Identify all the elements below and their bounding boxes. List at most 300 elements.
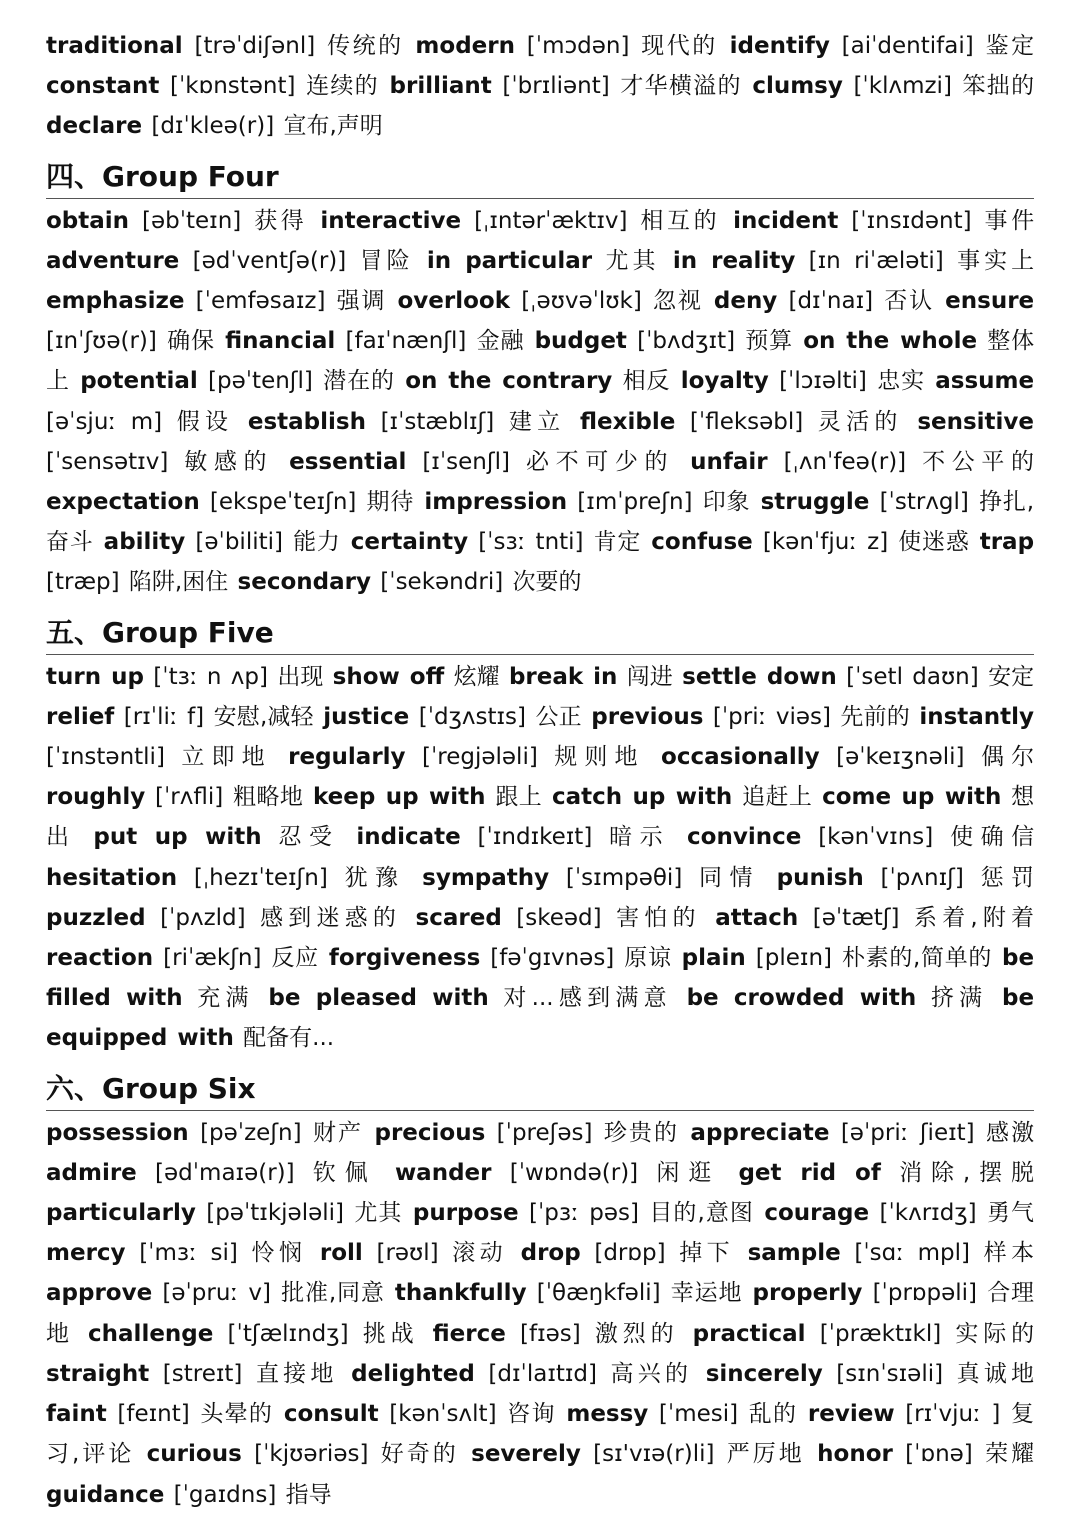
word-entry: [93, 824, 339, 850]
meaning: 传统的: [327, 33, 404, 59]
word-entry: [661, 744, 1034, 770]
phonetic: [riˈækʃn]: [163, 945, 262, 972]
word-entry: [46, 248, 414, 274]
section-heading: 五、Group Five: [46, 609, 1034, 655]
headword: wander: [394, 1159, 492, 1186]
phonetic: [ˈsɪmpəθi]: [565, 864, 683, 891]
meaning: 挣扎,奋斗: [46, 489, 1035, 556]
phonetic: [ˈtʃælɪndʒ]: [227, 1320, 349, 1347]
word-entry: [397, 288, 702, 314]
headword: roll: [319, 1240, 363, 1267]
meaning: 期待: [366, 489, 415, 516]
meaning: 掉下: [679, 1240, 734, 1267]
word-entry: [46, 1160, 377, 1186]
meaning: 安定: [988, 663, 1035, 690]
phonetic: [ˌɪntərˈæktɪv]: [474, 207, 628, 234]
phonetic: [əˈsjuː m]: [46, 408, 163, 435]
headword: deny: [713, 288, 778, 315]
phonetic: [pəˈtɪkjələli]: [206, 1200, 344, 1227]
headword: honor: [817, 1441, 893, 1468]
phonetic: [əˈkeɪʒnəli]: [836, 744, 965, 771]
headword: attach: [715, 904, 799, 931]
headword: curious: [146, 1441, 242, 1468]
word-entry: [433, 1321, 679, 1347]
phonetic: [ˈsensətɪv]: [46, 448, 169, 475]
phonetic: [ˈregjələli]: [421, 744, 538, 771]
phonetic: [trəˈdiʃənl]: [194, 33, 316, 59]
phonetic: [ˈbʌdʒɪt]: [637, 328, 736, 355]
meaning: 严厉地: [726, 1441, 805, 1468]
meaning: 勇气: [986, 1200, 1035, 1227]
phonetic: [ˈθæŋkfəli]: [536, 1280, 661, 1307]
word-entry: [46, 208, 307, 234]
headword: instantly: [919, 703, 1035, 730]
word-entry: [764, 1200, 1034, 1226]
meaning: 对...感到满意: [503, 985, 672, 1012]
phonetic: [ˈpʌnɪʃ]: [880, 864, 964, 891]
headword: scared: [415, 904, 502, 931]
meaning: 头晕的: [200, 1401, 274, 1428]
phonetic: [sɪ'vɪə(r)li]: [593, 1441, 715, 1468]
meaning: 预算: [745, 328, 794, 355]
headword: courage: [764, 1200, 870, 1227]
word-entry: [730, 33, 1034, 59]
meaning: 实际的: [955, 1320, 1035, 1347]
meaning: 事实上: [957, 247, 1035, 274]
meaning: 现代的: [641, 33, 718, 59]
phonetic: [dɪˈnaɪ]: [788, 288, 874, 315]
meaning: 挤满: [930, 985, 988, 1012]
phonetic: [ˈmesi]: [658, 1401, 739, 1428]
headword: messy: [566, 1401, 649, 1428]
word-list: [46, 26, 1034, 147]
word-entry: [374, 1120, 679, 1146]
word-entry: [46, 288, 386, 314]
phonetic: [ˈprɒpəli]: [872, 1280, 978, 1307]
headword: relief: [46, 703, 115, 730]
word-entry: [566, 1401, 797, 1427]
headword: admire: [46, 1159, 137, 1186]
meaning: 笨拙的: [962, 73, 1035, 100]
meaning: 指导: [285, 1481, 332, 1508]
phonetic: [rəʊl]: [376, 1240, 439, 1267]
meaning: 追赶上: [742, 784, 813, 811]
word-entry: [405, 368, 670, 394]
phonetic: [əˈpriː ʃieɪt]: [840, 1119, 975, 1146]
word-entry: [413, 1200, 754, 1226]
headword: convince: [687, 824, 802, 851]
headword: secondary: [237, 569, 371, 596]
word-entry: [687, 985, 988, 1011]
vocabulary-content: [46, 26, 1034, 1515]
meaning: 灵活的: [817, 408, 903, 435]
word-entry: [320, 208, 720, 234]
word-entry: [777, 865, 1034, 891]
word-entry: [351, 529, 641, 555]
phonetic: [ədˈmaɪə(r)]: [155, 1159, 295, 1186]
word-list: [46, 657, 1034, 1059]
headword: obtain: [46, 207, 130, 234]
word-entry: [427, 248, 660, 274]
headword: consult: [283, 1401, 379, 1428]
headword: plain: [681, 945, 746, 972]
meaning: 确保: [167, 328, 215, 355]
headword: adventure: [46, 247, 180, 274]
word-entry: [535, 328, 793, 354]
word-entry: [351, 1361, 692, 1387]
phonetic: [ɪˈsenʃl]: [422, 448, 510, 475]
word-entry: [682, 664, 1034, 690]
meaning: 害怕的: [616, 904, 701, 931]
meaning: 使迷惑: [898, 529, 970, 556]
word-entry: [46, 489, 414, 515]
phonetic: [ˈɪnstəntli]: [46, 744, 165, 771]
meaning: 先前的: [840, 703, 910, 730]
phonetic: [əˈbiliti]: [195, 529, 283, 556]
meaning: 忽视: [653, 288, 703, 315]
phonetic: [ˈmɜː si]: [139, 1240, 238, 1267]
meaning: 配备有...: [243, 1025, 335, 1052]
meaning: 怜悯: [251, 1240, 307, 1267]
meaning: 相互的: [640, 207, 721, 234]
word-entry: [147, 1441, 459, 1467]
meaning: 建立: [508, 408, 566, 435]
word-entry: [46, 905, 401, 931]
word-entry: [817, 1441, 1034, 1467]
headword: sympathy: [422, 864, 550, 891]
meaning: 感到迷惑的: [260, 904, 402, 931]
meaning: 幸运地: [670, 1280, 743, 1307]
phonetic: [fɪəs]: [520, 1320, 581, 1347]
meaning: 事件: [984, 207, 1035, 234]
word-entry: [46, 1482, 332, 1508]
headword: punish: [776, 864, 864, 891]
word-entry: [424, 489, 750, 515]
word-entry: [395, 1160, 720, 1186]
phonetic: [fəˈgɪvnəs]: [490, 945, 615, 972]
phonetic: [kənˈvɪns]: [818, 824, 934, 851]
word-entry: [752, 73, 1034, 99]
headword: practical: [692, 1320, 806, 1347]
headword: establish: [247, 408, 366, 435]
meaning: 犹豫: [344, 864, 406, 891]
headword: mercy: [46, 1240, 126, 1267]
meaning: 粗略地: [232, 784, 304, 811]
headword: break in: [508, 663, 618, 690]
phonetic: [pleɪn]: [755, 945, 832, 972]
word-entry: [289, 449, 674, 475]
meaning: 公正: [535, 703, 582, 730]
meaning: 才华横溢的: [620, 73, 742, 100]
headword: impression: [424, 489, 568, 516]
phonetic: [ˈtɜː n ʌp]: [153, 663, 268, 690]
phonetic: [ˈstrʌgl]: [879, 489, 969, 516]
meaning: 能力: [293, 529, 341, 556]
word-entry: [46, 73, 379, 99]
meaning: 整体上: [46, 328, 1035, 395]
headword: assume: [935, 368, 1035, 395]
headword: expectation: [46, 489, 200, 516]
phonetic: [aiˈdentifai]: [841, 33, 974, 59]
headword: trap: [979, 529, 1035, 556]
meaning: 批准,同意: [281, 1280, 385, 1307]
meaning: 跟上: [495, 784, 543, 811]
headword: financial: [225, 328, 336, 355]
word-entry: [46, 1120, 363, 1146]
meaning: 出现: [277, 663, 324, 690]
meaning: 忠实: [877, 368, 926, 395]
meaning: 好奇的: [380, 1441, 459, 1468]
section-heading: 四、Group Four: [46, 153, 1034, 199]
phonetic: [ˈpʌzld]: [160, 904, 246, 931]
word-entry: [46, 1280, 385, 1306]
phonetic: [ɪˈstæblɪʃ]: [380, 408, 495, 435]
phonetic: [ˈkjʊəriəs]: [254, 1441, 369, 1468]
word-entry: [651, 529, 969, 555]
meaning: 尤其: [605, 247, 660, 274]
headword: in reality: [672, 247, 796, 274]
meaning: 使确信: [950, 824, 1035, 851]
phonetic: [drɒp]: [594, 1240, 666, 1267]
headword: come up with: [822, 784, 1002, 811]
headword: delighted: [351, 1360, 475, 1387]
section-heading: 六、Group Six: [46, 1065, 1034, 1111]
meaning: 闯进: [626, 663, 673, 690]
headword: precious: [374, 1119, 486, 1146]
headword: purpose: [412, 1200, 519, 1227]
word-entry: [687, 824, 1034, 850]
word-entry: [248, 409, 566, 435]
headword: on the contrary: [405, 368, 613, 395]
phonetic: [ˌhezɪˈteɪʃn]: [193, 864, 328, 891]
headword: keep up with: [313, 784, 486, 811]
phonetic: [ˈkʌrɪdʒ]: [879, 1200, 977, 1227]
headword: approve: [46, 1280, 153, 1307]
meaning: 假设: [176, 408, 234, 435]
headword: put up with: [93, 824, 262, 851]
headword: in particular: [426, 247, 593, 274]
phonetic: [ˈsɑː mpl]: [854, 1240, 970, 1267]
meaning: 暗示: [609, 824, 671, 851]
phonetic: [ˈsetl daʊn]: [846, 663, 979, 690]
meaning: 样本: [983, 1240, 1034, 1267]
headword: regularly: [288, 744, 406, 771]
meaning: 鉴定: [985, 33, 1035, 59]
headword: turn up: [46, 663, 144, 690]
word-entry: [46, 704, 314, 730]
meaning: 获得: [254, 207, 308, 234]
word-entry: [323, 704, 582, 730]
meaning: 消除,摆脱: [899, 1159, 1035, 1186]
headword: indicate: [356, 824, 461, 851]
word-entry: [46, 113, 383, 139]
word-entry: [104, 529, 341, 555]
word-entry: [46, 33, 404, 59]
meaning: 珍贵的: [603, 1119, 680, 1146]
headword: essential: [289, 448, 407, 475]
meaning: 不公平的: [922, 448, 1035, 475]
headword: catch up with: [551, 784, 733, 811]
meaning: 充满: [197, 985, 254, 1012]
headword: severely: [471, 1441, 581, 1468]
meaning: 朴素的,简单的: [842, 945, 993, 972]
word-entry: [284, 1401, 556, 1427]
headword: budget: [534, 328, 627, 355]
word-entry: [46, 1361, 338, 1387]
phonetic: [ˈkɒnstənt]: [169, 73, 296, 100]
phonetic: [ˈpræktɪkl]: [819, 1320, 942, 1347]
phonetic: [ˈmɔdən]: [526, 33, 630, 59]
meaning: 乱的: [748, 1401, 798, 1428]
phonetic: [ˈbrɪliənt]: [502, 73, 610, 100]
phonetic: [feɪnt]: [117, 1401, 190, 1428]
phonetic: [streɪt]: [162, 1360, 243, 1387]
word-entry: [471, 1441, 805, 1467]
headword: straight: [46, 1360, 150, 1387]
phonetic: [rɪˈliː f]: [123, 703, 205, 730]
word-entry: [333, 664, 500, 690]
meaning: 同情: [699, 864, 760, 891]
word-entry: [320, 1240, 507, 1266]
meaning: 相反: [622, 368, 671, 395]
meaning: 直接地: [255, 1360, 338, 1387]
word-entry: [681, 368, 925, 394]
headword: thankfully: [394, 1280, 527, 1307]
headword: hesitation: [46, 864, 178, 891]
headword: brilliant: [389, 73, 492, 100]
word-entry: [591, 704, 910, 730]
meaning: 敏感的: [184, 448, 274, 475]
phonetic: [dɪˈkleə(r)]: [151, 113, 275, 140]
phonetic: [ˈsekəndri]: [380, 569, 504, 596]
phonetic: [ˈlɔɪəlti]: [779, 368, 867, 395]
meaning: 肯定: [593, 529, 642, 556]
headword: incident: [733, 207, 839, 234]
word-entry: [313, 784, 542, 810]
headword: possession: [46, 1119, 189, 1146]
headword: potential: [80, 368, 198, 395]
word-entry: [88, 1321, 418, 1347]
headword: overlook: [397, 288, 511, 315]
word-entry: [738, 1160, 1034, 1186]
meaning: 尤其: [354, 1200, 403, 1227]
word-entry: [521, 1240, 734, 1266]
headword: sensitive: [917, 408, 1035, 435]
meaning: 忍受: [278, 824, 340, 851]
meaning: 偶尔: [980, 744, 1035, 771]
word-entry: [715, 905, 1034, 931]
headword: modern: [415, 33, 515, 59]
meaning: 想出: [46, 784, 1035, 851]
meaning: 咨询: [507, 1401, 556, 1428]
phonetic: [ˈwɒndə(r)]: [509, 1159, 639, 1186]
phonetic: [ˈgaɪdns]: [173, 1481, 277, 1508]
meaning: 高兴的: [610, 1360, 693, 1387]
phonetic: [ekspeˈteɪʃn]: [209, 489, 357, 516]
phonetic: [ˈfleksəbl]: [689, 408, 804, 435]
phonetic: [træp]: [46, 569, 120, 596]
meaning: 安慰,减轻: [213, 703, 314, 730]
headword: confuse: [651, 529, 753, 556]
meaning: 炫耀: [453, 663, 500, 690]
meaning: 反应: [271, 945, 319, 972]
phonetic: [ˌəʊvəˈlʊk]: [521, 288, 642, 315]
word-entry: [395, 1280, 742, 1306]
word-entry: [733, 208, 1034, 234]
meaning: 次要的: [512, 569, 582, 596]
phonetic: [skeəd]: [516, 904, 602, 931]
word-entry: [46, 664, 323, 690]
phonetic: [ˈdʒʌstɪs]: [418, 703, 527, 730]
phonetic: [ˈklʌmzi]: [853, 73, 952, 100]
phonetic: [ˈpɜː pəs]: [529, 1200, 639, 1227]
meaning: 连续的: [306, 73, 379, 100]
headword: clumsy: [752, 73, 843, 100]
meaning: 荣耀: [985, 1441, 1035, 1468]
word-entry: [690, 449, 1034, 475]
headword: interactive: [320, 207, 462, 234]
phonetic: [ˈɒnə]: [905, 1441, 973, 1468]
word-entry: [46, 1401, 273, 1427]
headword: particularly: [46, 1200, 196, 1227]
headword: guidance: [46, 1481, 165, 1508]
phonetic: [rɪˈvjuː ]: [905, 1401, 1001, 1428]
meaning: 闲逛: [656, 1159, 721, 1186]
word-list: [46, 1113, 1034, 1515]
phonetic: [ədˈventʃə(r)]: [192, 247, 347, 274]
headword: ability: [103, 529, 186, 556]
meaning: 惩罚: [980, 864, 1035, 891]
headword: puzzled: [46, 904, 146, 931]
headword: constant: [46, 73, 160, 100]
word-entry: [714, 288, 934, 314]
phonetic: [əˈtætʃ]: [812, 904, 900, 931]
word-entry: [329, 945, 672, 971]
phonetic: [ˈpreʃəs]: [496, 1119, 593, 1146]
headword: previous: [591, 703, 704, 730]
word-entry: [682, 945, 992, 971]
headword: get rid of: [738, 1159, 881, 1186]
headword: challenge: [88, 1320, 214, 1347]
meaning: 滚动: [452, 1240, 507, 1267]
word-entry: [356, 824, 670, 850]
meaning: 印象: [702, 489, 751, 516]
phonetic: [kənˈfjuː z]: [762, 529, 889, 556]
meaning: 财产: [312, 1119, 364, 1146]
headword: fierce: [432, 1320, 506, 1347]
word-entry: [509, 664, 673, 690]
headword: roughly: [46, 784, 146, 811]
headword: loyalty: [680, 368, 769, 395]
word-entry: [690, 1120, 1034, 1146]
headword: identify: [729, 33, 830, 59]
headword: review: [807, 1401, 895, 1428]
headword: on the whole: [803, 328, 978, 355]
meaning: 感激: [986, 1119, 1035, 1146]
headword: emphasize: [46, 288, 185, 315]
phonetic: [ɪn riˈæləti]: [808, 247, 944, 274]
meaning: 目的,意图: [649, 1200, 754, 1227]
phonetic: [ˌʌnˈfeə(r)]: [783, 448, 907, 475]
headword: be filled with: [46, 945, 1035, 1012]
meaning: 潜在的: [323, 368, 395, 395]
headword: justice: [323, 703, 410, 730]
word-list: [46, 201, 1034, 603]
headword: drop: [520, 1240, 581, 1267]
meaning: 强调: [336, 288, 387, 315]
phonetic: [ˈrʌfli]: [154, 784, 224, 811]
meaning: 必不可少的: [525, 448, 675, 475]
